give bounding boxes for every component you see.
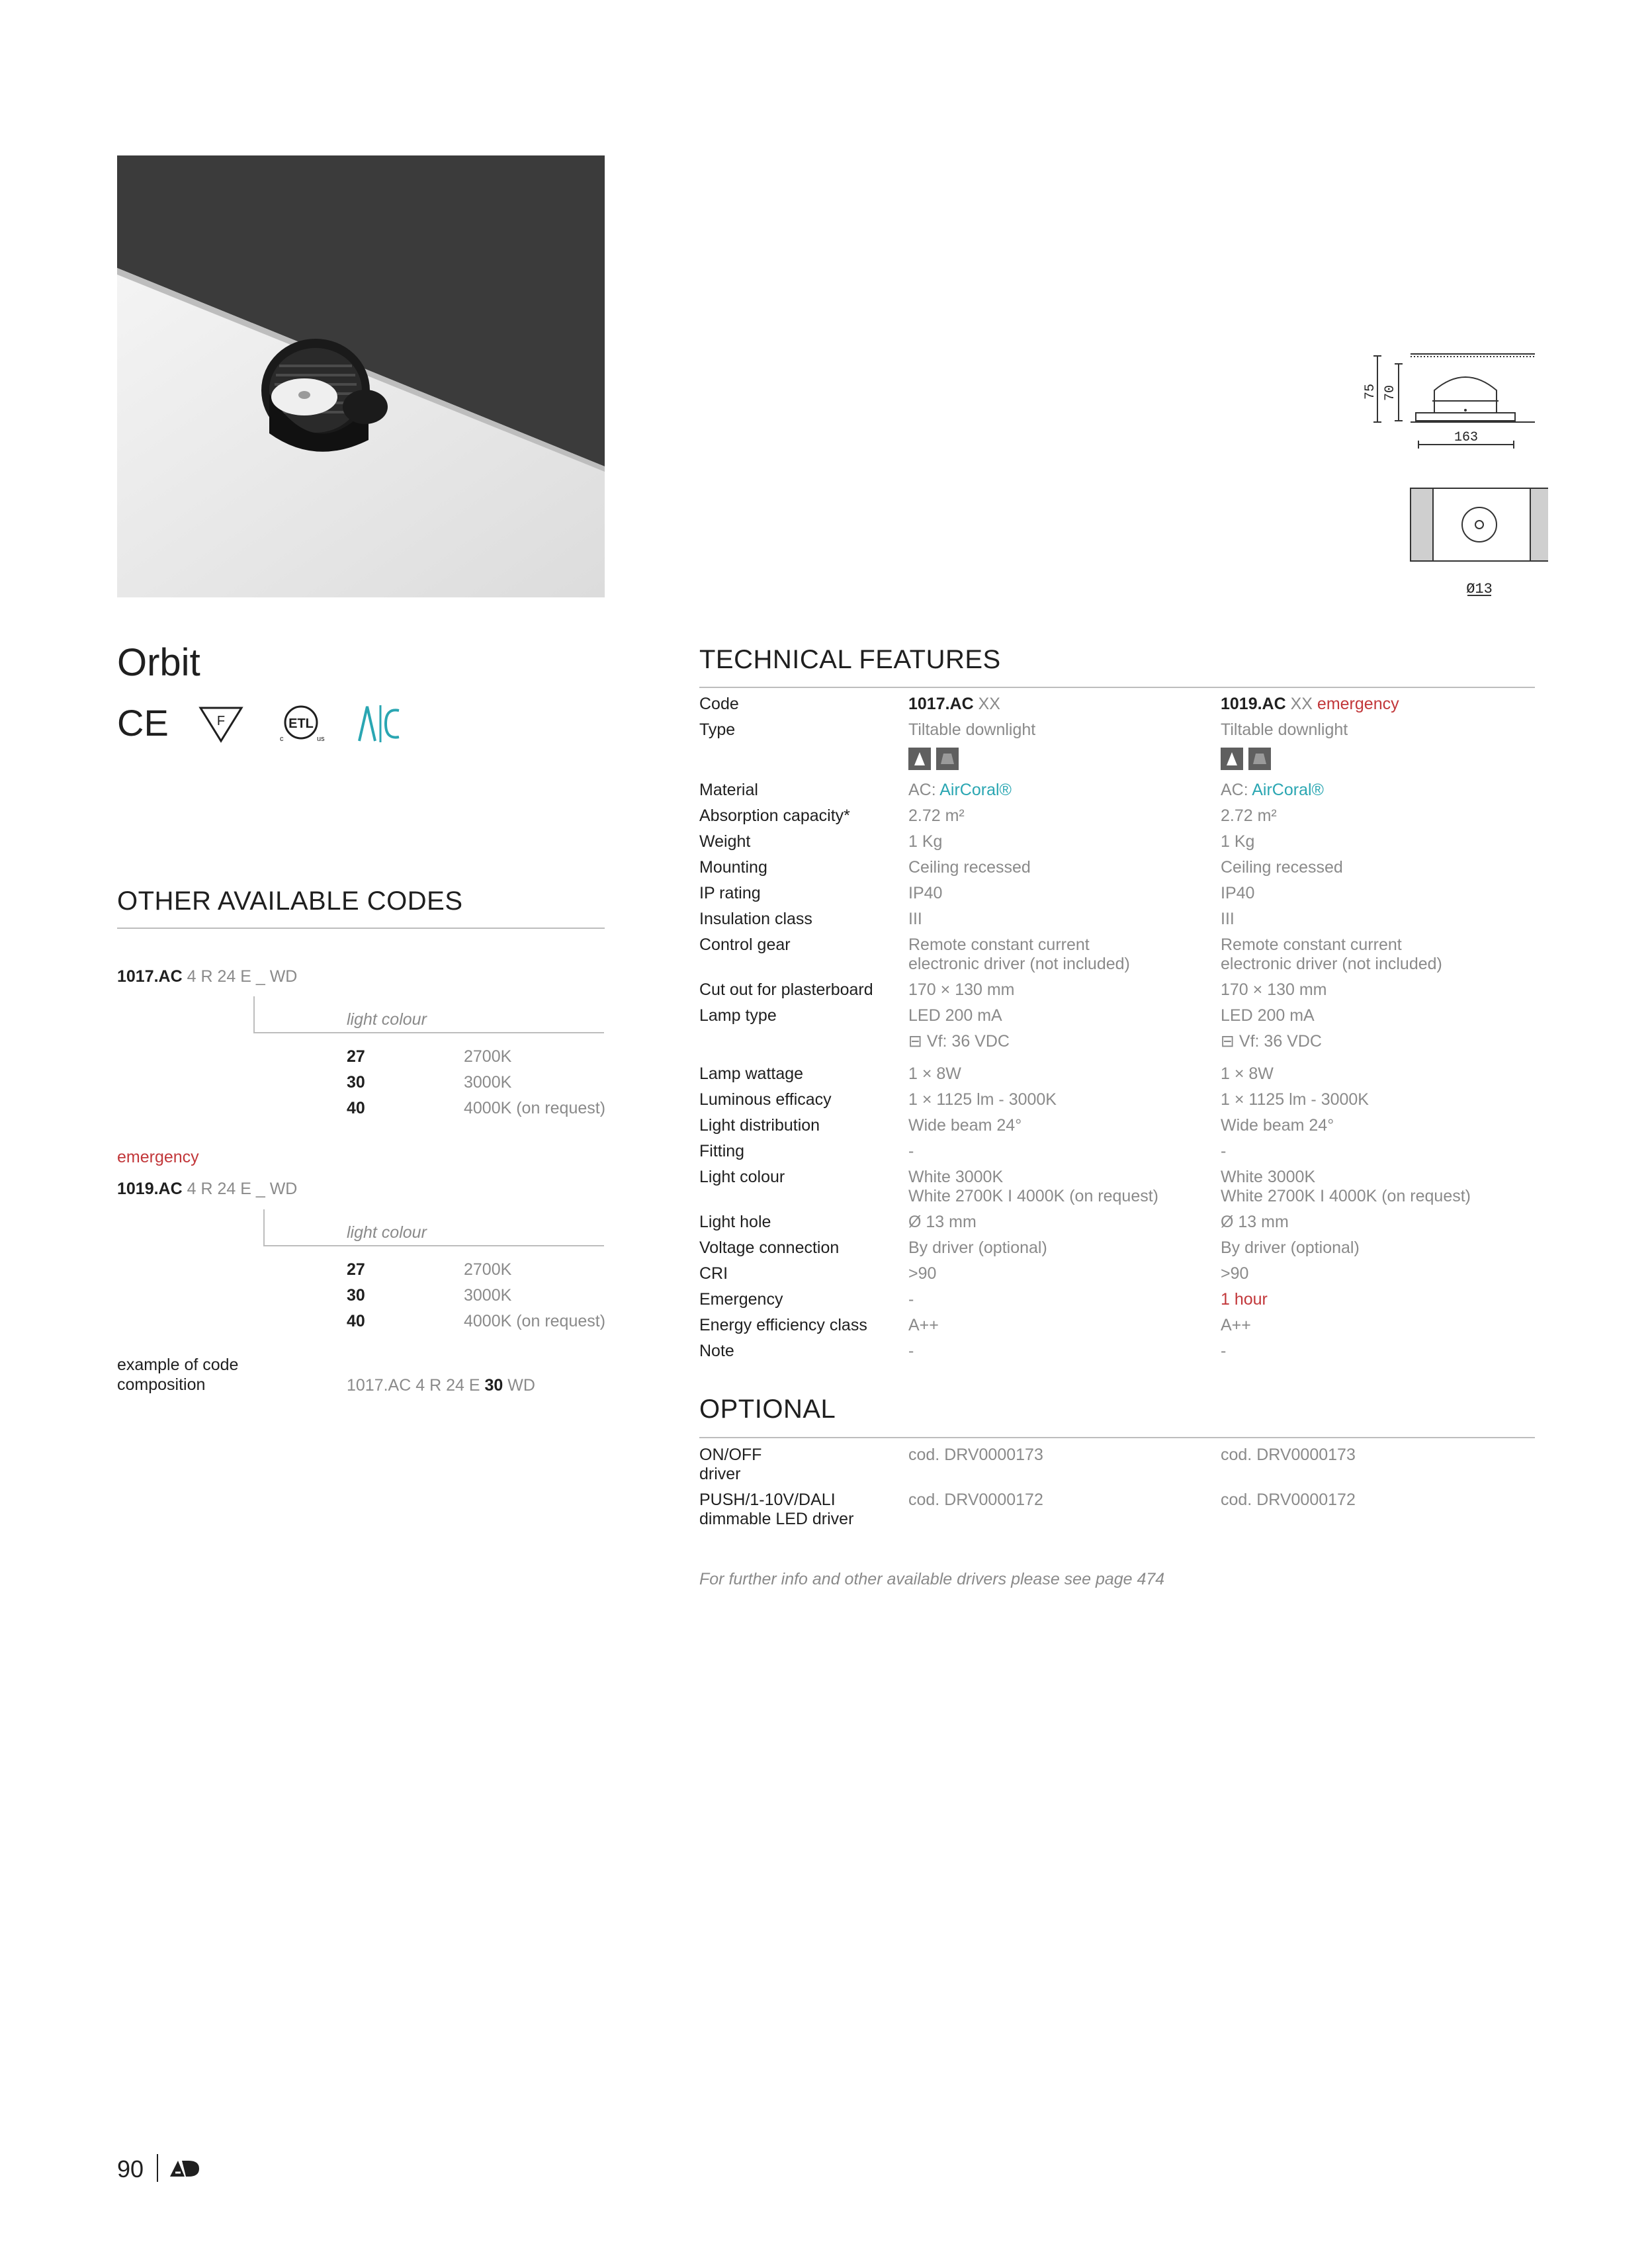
code-bracket-horizontal (263, 1245, 604, 1246)
svg-text:us: us (317, 735, 325, 743)
code-bold: 1017.AC (117, 967, 183, 986)
svg-text:F: F (216, 714, 226, 728)
ac-mark-icon (359, 705, 399, 742)
spec-row-ip: IP rating IP40 IP40 (699, 884, 1255, 902)
other-codes-divider (117, 928, 605, 929)
light-colour-table-2 (347, 1257, 605, 1334)
table-row: 27 2700K (347, 1260, 512, 1279)
spec-row-efficacy: Luminous efficacy 1 × 1125 lm - 3000K 1 × 1125 lm - 3000K (699, 1090, 1369, 1109)
svg-text:ETL: ETL (288, 716, 314, 731)
example-code: 1017.AC 4 R 24 E 30 WD (347, 1376, 535, 1395)
light-colour-table-1 (347, 1044, 605, 1121)
spec-row-material: Material AC: AirCoral® AC: AirCoral® (699, 781, 1324, 799)
brand-logo-icon (169, 2158, 202, 2179)
width-label: 163 (1454, 430, 1479, 445)
tilt-icon (936, 748, 959, 770)
spec-row-wattage: Lamp wattage 1 × 8W 1 × 8W (699, 1064, 1274, 1083)
spec-row-type-icons (699, 748, 1535, 771)
driver-icon: ⊟ (1221, 1032, 1235, 1051)
code-bracket-vertical (253, 996, 255, 1033)
technical-features-divider (699, 687, 1535, 688)
emergency-label: emergency (117, 1148, 199, 1166)
tilt-icon (1248, 748, 1271, 770)
spec-row-fitting: Fitting - - (699, 1142, 1227, 1160)
driver-icon: ⊟ (908, 1032, 922, 1051)
etl-mark-icon (280, 707, 325, 743)
optional-row: ON/OFF driver cod. DRV0000173 cod. DRV0000173 (699, 1446, 1356, 1483)
spec-row-insulation: Insulation class III III (699, 910, 1235, 928)
optional-row: PUSH/1-10V/DALI dimmable LED driver cod. DRV0000172 cod. DRV0000172 (699, 1491, 1356, 1528)
height-inner-label: 70 (1383, 384, 1398, 402)
page-number: 90 (117, 2155, 144, 2183)
spec-row-voltage: Voltage connection By driver (optional) By driver (optional) (699, 1238, 1360, 1257)
height-outer-label: 75 (1363, 383, 1378, 400)
spec-row-note: Note - - (699, 1342, 1227, 1360)
light-colour-sublabel: light colour (347, 1010, 427, 1029)
hole-diameter-label: Ø13 (1466, 581, 1493, 597)
footer-divider (157, 2154, 158, 2182)
spec-row-weight: Weight 1 Kg 1 Kg (699, 832, 1255, 851)
code-line-1019 (117, 1180, 297, 1199)
spec-row-control-gear: Control gear Remote constant current electronic driver (not included) Remote constant current electronic driver (not included) (699, 935, 1442, 973)
product-photo (117, 155, 605, 597)
spec-row-emergency: Emergency - 1 hour (699, 1290, 1268, 1309)
spec-row-absorption: Absorption capacity* 2.72 m² 2.72 m² (699, 806, 1277, 825)
table-row: 30 3000K (347, 1073, 512, 1092)
example-label: example of code composition (117, 1356, 239, 1394)
code-bold: 1019.AC (117, 1180, 183, 1198)
svg-text:c: c (280, 735, 284, 743)
dimension-drawing (1350, 344, 1548, 609)
code-suffix: 4 R 24 E _ WD (187, 967, 298, 986)
spec-row-cri: CRI >90 >90 (699, 1264, 1249, 1283)
product-title: Orbit (117, 641, 200, 684)
certification-marks (117, 701, 408, 748)
spec-row-lamp-type: Lamp type LED 200 mA ⊟ Vf: 36 VDC LED 200 mA ⊟ Vf: 36 VDC (699, 1006, 1322, 1051)
table-row: 30 3000K (347, 1286, 512, 1305)
spec-row-cutout: Cut out for plasterboard 170 × 130 mm 170 × 130 mm (699, 980, 1327, 999)
light-colour-sublabel: light colour (347, 1223, 427, 1242)
spec-row-light-hole: Light hole Ø 13 mm Ø 13 mm (699, 1213, 1289, 1231)
footnote: For further info and other available drivers please see page 474 (699, 1570, 1165, 1588)
spec-row-light-colour: Light colour White 3000K White 2700K I 4000K (on request) White 3000K White 2700K I 4000K (on request) (699, 1168, 1471, 1205)
code-suffix: 4 R 24 E _ WD (187, 1180, 298, 1198)
spec-row-mounting: Mounting Ceiling recessed Ceiling recessed (699, 858, 1343, 877)
spec-row-type: Type Tiltable downlight Tiltable downlight (699, 720, 1348, 739)
optional-divider (699, 1437, 1535, 1438)
ce-mark-icon: CE (117, 702, 169, 744)
technical-features-table (699, 695, 1535, 1361)
downlight-icon (908, 748, 931, 770)
other-codes-heading: OTHER AVAILABLE CODES (117, 887, 463, 916)
code-line-1017 (117, 967, 297, 986)
table-row: 27 2700K (347, 1047, 512, 1066)
f-mark-icon (200, 708, 241, 741)
optional-heading: OPTIONAL (699, 1395, 836, 1424)
spec-row-code: Code 1017.AC XX 1019.AC XX emergency (699, 695, 1399, 713)
downlight-icon (1221, 748, 1243, 770)
code-bracket-vertical (263, 1209, 265, 1246)
optional-table (699, 1446, 1535, 1529)
technical-features-heading: TECHNICAL FEATURES (699, 645, 1001, 674)
spec-row-energy: Energy efficiency class A++ A++ (699, 1316, 1251, 1334)
code-bracket-horizontal (253, 1032, 604, 1033)
spec-row-distribution: Light distribution Wide beam 24° Wide beam 24° (699, 1116, 1334, 1135)
table-row: 40 4000K (on request) (347, 1312, 606, 1330)
table-row: 40 4000K (on request) (347, 1099, 606, 1117)
